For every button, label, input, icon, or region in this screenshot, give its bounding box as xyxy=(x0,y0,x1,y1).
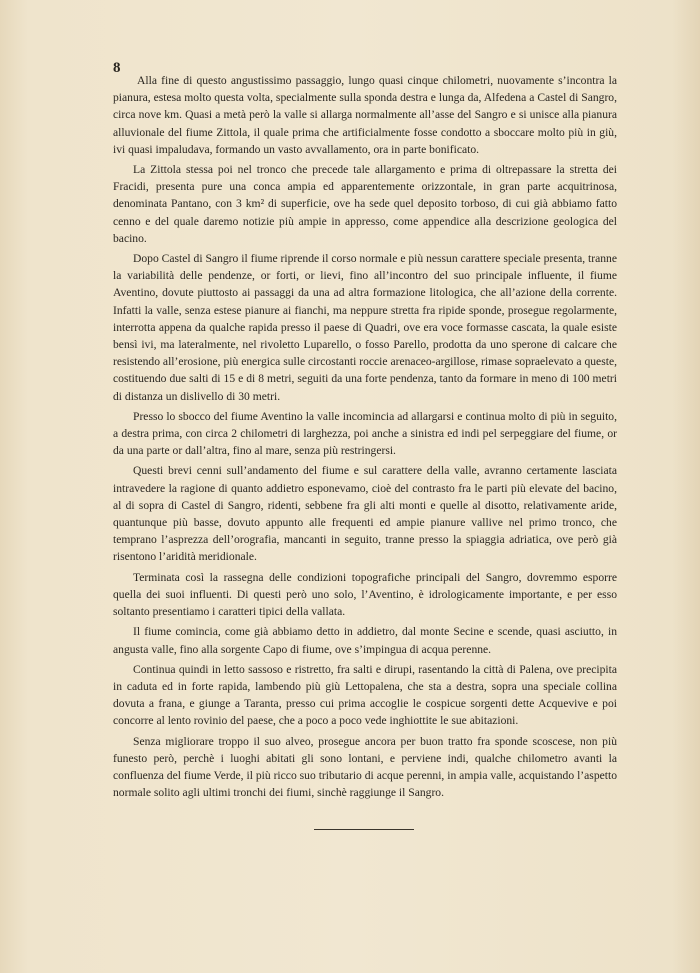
paragraph: Terminata così la rassegna delle condizioni topografiche principali del Sangro, dovremmo esporre quella dei suoi influenti. Di questi però uno solo, l’Aventino, è idrologicamente importante, e per esso soltanto presentiamo i caratteri tipici della vallata. xyxy=(113,570,617,619)
section-divider xyxy=(314,829,414,830)
paragraph: La Zittola stessa poi nel tronco che precede tale allargamento e prima di oltrepassare la stretta dei Fracidi, presenta pure una conca ampia ed apparentemente orizzontale, in gran parte acquitrinosa, denominata Pantano, con 3 km² di superficie, ove ha sede quel deposito torboso, di cui già abbiamo fatto cenno e del quale daremo notizie più ampie in appresso, come appendice alla descrizione geologica del bacino. xyxy=(113,163,617,245)
paragraph: Continua quindi in letto sassoso e ristretto, fra salti e dirupi, rasentando la città di Palena, ove precipita in caduta ed in forte rapida, lambendo più giù Lettopalena, che sta a destra, sopra una speciale collina dovuta a frana, e giunge a Taranta, presso cui prima accoglie le cospicue sorgenti dette Acquevive e poi concorre al lento rovinio del paese, che a poco a poco vede inghiottite le sue abitazioni. xyxy=(113,662,617,728)
page-number: 8 xyxy=(113,60,121,76)
body-text xyxy=(113,72,617,804)
paragraph: Dopo Castel di Sangro il fiume riprende il corso normale e più nessun carattere speciale presenta, tranne la variabilità delle pendenze, or forti, or lievi, fino all’incontro del suo principale influente, il fiume Aventino, dovute piuttosto ai passaggi da una ad altra formazione litologica, che all’azione della corrente. Infatti la valle, senza estese pianure ai fianchi, ma neppure stretta fra ripide sponde, prosegue regolarmente, interrotta appena da qualche rapida presso il paese di Quadri, ove era voce formasse cascata, la quale esiste bensì ivi, ma lateralmente, nel rivoletto Luparello, o fosso Parello, prodotta da uno sperone di calcare che resistendo all’erosione, più energica sulle circostanti roccie arenaceo-argillose, rimase sopraelevato a queste, costituendo due salti di 15 e di 8 metri, seguiti da una forte pendenza, tanto da formare in meno di 100 metri di distanza un dislivello di 30 metri. xyxy=(113,252,617,403)
paragraph: Presso lo sbocco del fiume Aventino la valle incomincia ad allargarsi e continua molto di più in seguito, a destra prima, con circa 2 chilometri di larghezza, poi anche a sinistra ed indi pel serpeggiare del fiume, or da una parte or dall’altra, fino al mare, senza più restringersi. xyxy=(113,409,617,458)
paragraph: Il fiume comincia, come già abbiamo detto in addietro, dal monte Secine e scende, quasi asciutto, in angusta valle, fino alla sorgente Capo di fiume, ove s’impingua di acqua perenne. xyxy=(113,625,617,656)
paragraph: Questi brevi cenni sull’andamento del fiume e sul carattere della valle, avranno certamente lasciata intravedere la ragione di quanto addietro esponevamo, cioè del contrasto fra le parti più elevate del bacino, al di sopra di Castel di Sangro, ridenti, sebbene fra gli alti monti e quelle al disotto, relativamente aride, quantunque più basse, dovuto appunto alle frequenti ed ampie pianure vallive nel primo tronco, che temprano l’asprezza dell’orografia, mancanti in seguito, tranne presso la spiaggia adriatica, ove però già risentono l’aridità meridionale. xyxy=(113,464,617,564)
paragraph: Senza migliorare troppo il suo alveo, prosegue ancora per buon tratto fra sponde scoscese, non più funesto però, perchè i luoghi abitati gli sono lontani, e perviene indi, qualche chilometro avanti la confluenza del fiume Verde, il più ricco suo tributario di acque perenni, in ampia valle, acquistando l’aspetto normale solito agli ultimi tronchi dei fiumi, sinchè raggiunge il Sangro. xyxy=(113,734,617,800)
paragraph: Alla fine di questo angustissimo passaggio, lungo quasi cinque chilometri, nuovamente s’incontra la pianura, estesa molto questa volta, specialmente sulla sponda destra e lunga da, Alfedena a Castel di Sangro, circa nove km. Quasi a metà però la valle si allarga normalmente all’asse del Sangro e si unisce alla pianura alluvionale del fiume Zittola, il quale prima che artificialmente fosse condotto a sboccare molto più in giù, ivi quasi impaludava, formando un vasto avvallamento, ora in parte bonificato. xyxy=(113,74,617,156)
